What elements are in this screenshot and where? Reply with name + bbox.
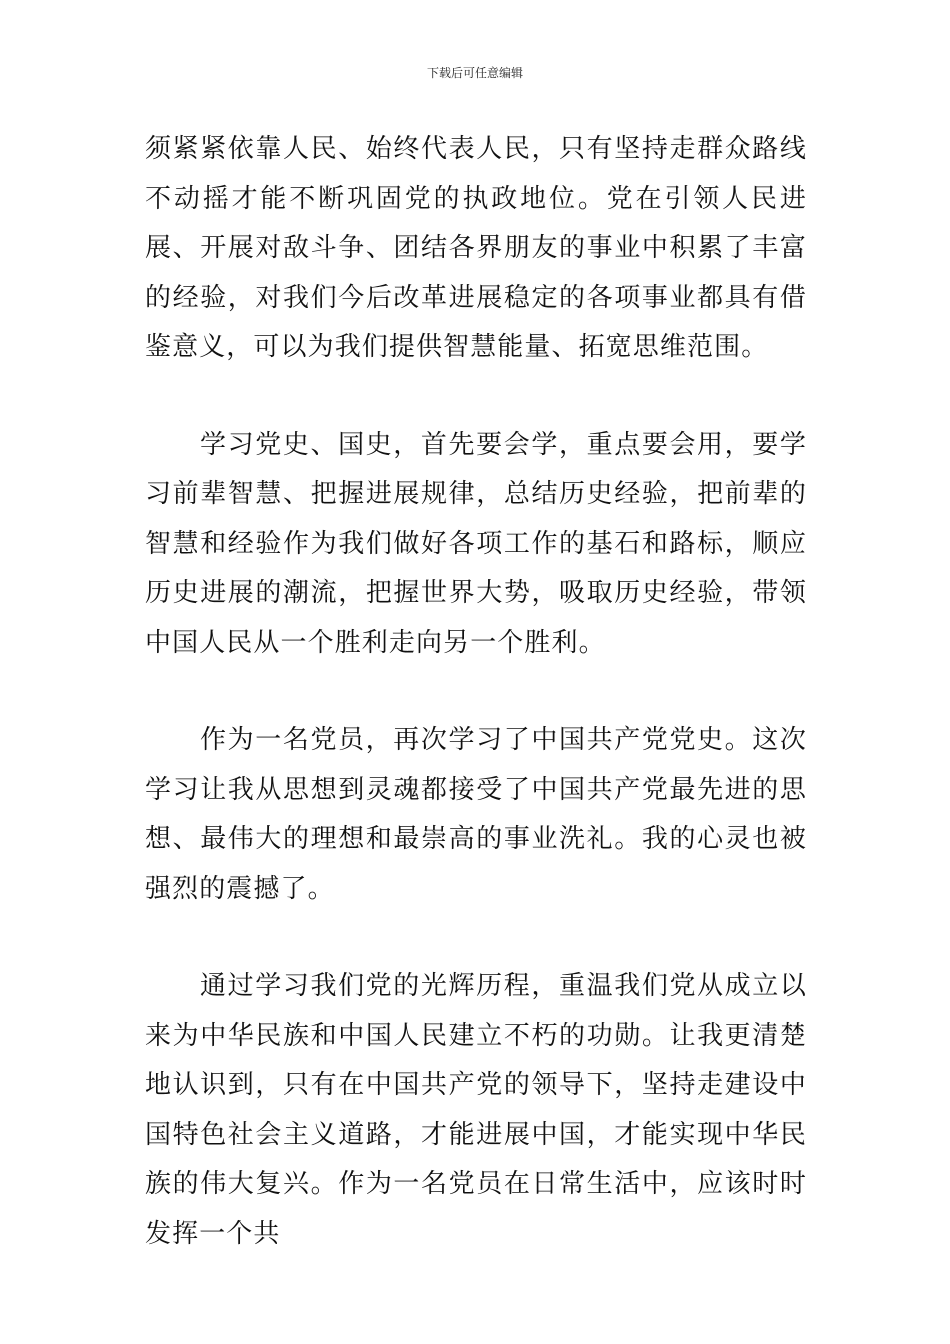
paragraph-2: 学习党史、国史，首先要会学，重点要会用，要学习前辈智慧、把握进展规律，总结历史经验，把前辈的智慧和经验作为我们做好各项工作的基石和路标，顺应历史进展的潮流，把握世界大势，吸取历史经验，带领中国人民从一个胜利走向另一个胜利。	[145, 429, 807, 658]
paragraph-gap	[145, 373, 807, 421]
paragraph-1: 须紧紧依靠人民、始终代表人民，只有坚持走群众路线不动摇才能不断巩固党的执政地位。党在引领人民进展、开展对敌斗争、团结各界朋友的事业中积累了丰富的经验，对我们今后改革进展稳定的各项事业都具有借鉴意义，可以为我们提供智慧能量、拓宽思维范围。	[145, 134, 807, 362]
page-header: 下载后可任意编辑	[426, 66, 523, 80]
paragraph-3: 作为一名党员，再次学习了中国共产党党史。这次学习让我从思想到灵魂都接受了中国共产党最先进的思想、最伟大的理想和最崇高的事业洗礼。我的心灵也被强烈的震撼了。	[145, 725, 807, 904]
paragraph-gap	[145, 668, 807, 716]
paragraph-gap	[145, 914, 807, 962]
paragraph-4: 通过学习我们党的光辉历程，重温我们党从成立以来为中华民族和中国人民建立不朽的功勋。让我更清楚地认识到，只有在中国共产党的领导下，坚持走建设中国特色社会主义道路，才能进展中国，才能实现中华民族的伟大复兴。作为一名党员在日常生活中，应该时时发挥一个共	[145, 971, 807, 1249]
document-body	[145, 125, 807, 1259]
